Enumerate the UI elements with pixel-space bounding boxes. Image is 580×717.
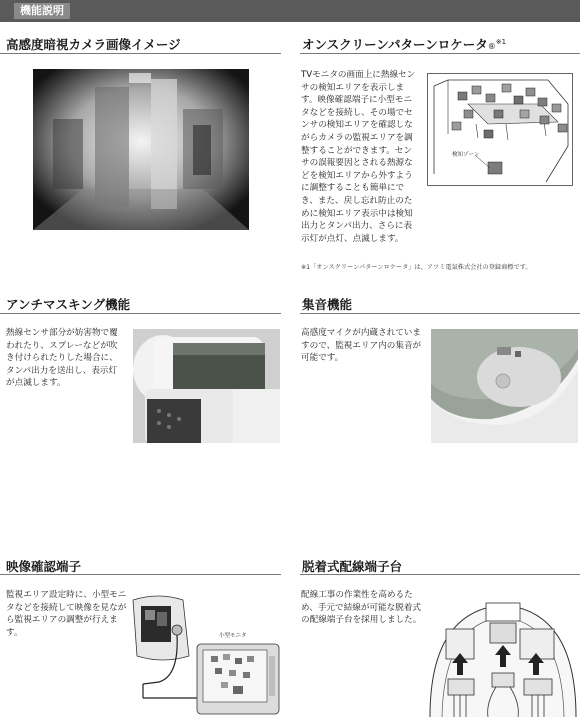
detection-zone-diagram	[427, 73, 573, 186]
section-rule	[300, 53, 580, 54]
anti-masking-body-text: 熱線センサ部分が妨害物で覆われたり、スプレーなどが吹き付けられたりした場合に、タンパ出力を送出し、表示灯が点滅します。	[6, 328, 118, 389]
section-rule	[0, 53, 281, 54]
section-title-terminal-block: 脱着式配線端子台	[302, 559, 403, 574]
section-title-audio: 集音機能	[302, 297, 353, 312]
locator-body-text: TVモニタの画面上に熱線センサの検知エリアを表示します。映像確認端子に小型モニタなどを接続し、その場でセンサの検知エリアを確認しながらカメラの監視エリアを調整することができます。センサの誤報要因とされる熱源などを検知エリアから外すように調整することも簡単にでき、また、戻し忘れ防止のために検知エリア表示中は検知出力とタンパ出力、さらに表示灯が点灯、点滅します。	[301, 70, 416, 244]
locator-title-text: オンスクリーンパターンロケータ	[302, 37, 488, 52]
header-bar	[0, 0, 580, 22]
terminal-block-illustration	[426, 583, 580, 717]
section-title-anti-masking: アンチマスキング機能	[6, 297, 131, 312]
video-terminal-body-text: 監視エリア設定時に、小型モニタなどを接続して映像を見ながら監視エリアの調整が行えます。	[6, 590, 127, 638]
section-title-onscreen-locator	[302, 35, 506, 53]
section-rule	[300, 313, 580, 314]
section-rule	[0, 313, 281, 314]
audio-body-text: 高感度マイクが内蔵されていますので、監視エリア内の集音が可能です。	[301, 328, 422, 364]
microphone-product-photo	[431, 329, 578, 443]
terminal-block-body-text: 配線工事の作業性を高めるため、手元で結線が可能な脱着式の配線端子台を採用しました。	[301, 590, 422, 626]
night-camera-image	[33, 69, 249, 230]
registered-mark: ®	[487, 42, 496, 51]
section-rule	[0, 574, 281, 575]
section-rule	[300, 574, 580, 575]
detection-zone-label: 検知ゾーン	[452, 152, 480, 158]
sensor-product-photo	[133, 329, 280, 443]
header-tab: 機能説明	[14, 3, 70, 19]
section-title-night-view: 高感度暗視カメラ画像イメージ	[6, 37, 181, 52]
trademark-footnote: ※1「オンスクリーンパターンロケータ」は、アツミ電氣株式会社の登録商標です。	[301, 264, 532, 271]
footnote-marker: ※1	[495, 37, 507, 46]
section-title-video-terminal: 映像確認端子	[6, 559, 82, 574]
small-monitor-label: 小型モニタ	[219, 633, 247, 639]
video-terminal-illustration	[129, 586, 280, 716]
